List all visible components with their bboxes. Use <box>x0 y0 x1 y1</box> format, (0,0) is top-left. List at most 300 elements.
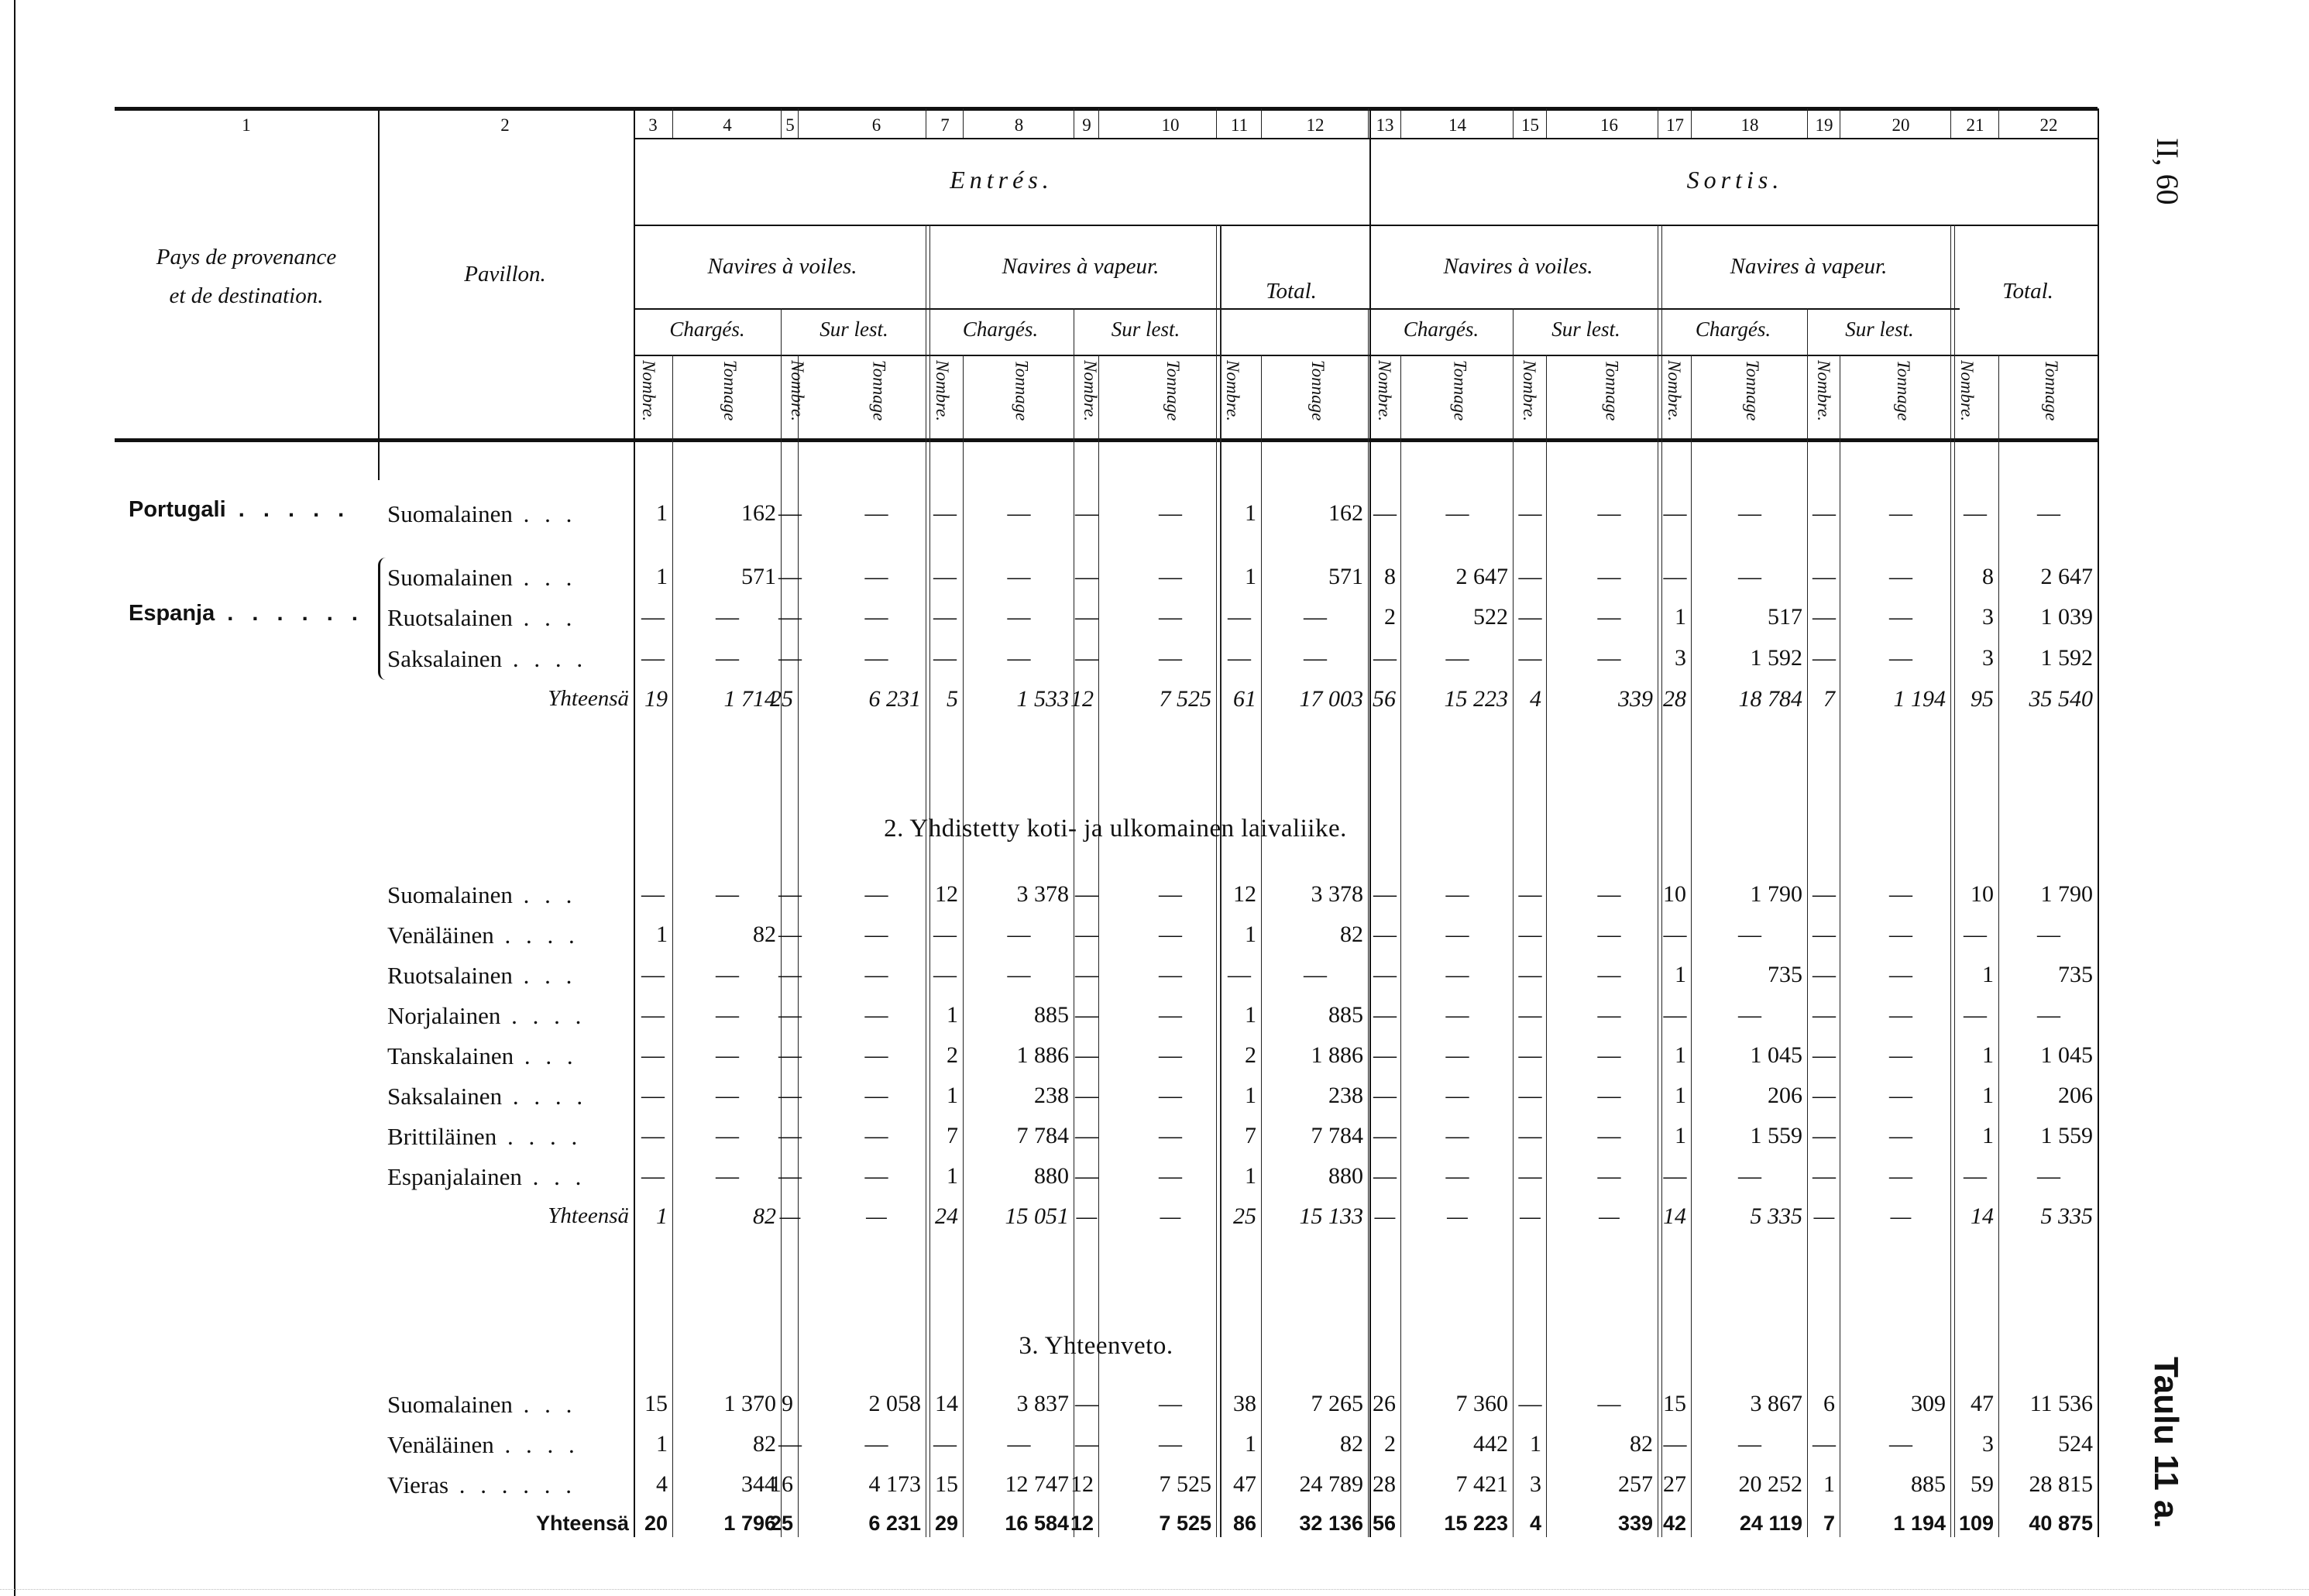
cell-col-7: 29 <box>934 1512 958 1535</box>
entres-vapeur-header: Navires à vapeur. <box>1002 254 1160 279</box>
cell-col-15: — <box>1518 881 1542 907</box>
flag-label: Saksalainen <box>387 645 503 672</box>
cell-col-13: — <box>1373 645 1397 671</box>
cell-col-8: 1 533 <box>1016 686 1069 712</box>
cell-col-11: 47 <box>1233 1471 1256 1497</box>
column-rule-15 <box>1546 108 1547 138</box>
cell-col-15: 1 <box>1530 1431 1541 1457</box>
vertical-label-tonnage-12: Tonnage <box>1308 360 1328 421</box>
flag-label: Espanjalainen <box>387 1163 522 1190</box>
cell-col-11: 1 <box>1245 922 1256 947</box>
column-rule-4 <box>781 108 782 138</box>
cell-col-10: 7 525 <box>1159 686 1211 712</box>
cell-col-11: 1 <box>1245 1002 1256 1028</box>
cell-col-16: 82 <box>1630 1431 1653 1457</box>
cell-col-4: 1 796 <box>723 1512 776 1535</box>
cell-col-6: — <box>864 1042 888 1068</box>
column-number-18: 18 <box>1740 115 1759 135</box>
cell-col-12: — <box>1304 604 1327 630</box>
subhead-sur-lest-5: Sur lest. <box>1551 317 1620 341</box>
cell-col-22: 11 536 <box>2029 1391 2093 1416</box>
column-body-rule-18 <box>1807 308 1808 1537</box>
cell-col-8: — <box>1007 962 1031 987</box>
cell-col-3: 1 <box>656 1203 668 1229</box>
cell-col-5: — <box>778 645 802 671</box>
cell-col-16: — <box>1597 881 1621 907</box>
cell-col-22: 28 815 <box>2029 1471 2093 1497</box>
vertical-label-nombre-15: Nombre. <box>1520 360 1539 422</box>
vertical-label-nombre-21: Nombre. <box>1957 360 1977 422</box>
cell-col-13: — <box>1373 1163 1397 1189</box>
cell-col-22: — <box>2037 1002 2060 1028</box>
column-number-13: 13 <box>1376 115 1394 135</box>
cell-col-14: 2 647 <box>1455 564 1508 589</box>
cell-col-14: — <box>1445 1123 1469 1148</box>
nombre-rule <box>634 355 2098 356</box>
column-number-22: 22 <box>2039 115 2058 135</box>
total-label: Yhteensä <box>548 1203 629 1228</box>
cell-col-21: — <box>1964 922 1987 947</box>
cell-col-12: — <box>1304 962 1327 987</box>
cell-col-7: — <box>933 604 957 630</box>
subhead-sur-lest-7: Sur lest. <box>1845 317 1914 341</box>
cell-col-18: 24 119 <box>1739 1512 1802 1535</box>
column-number-15: 15 <box>1521 115 1539 135</box>
column-body-rule-20 <box>1950 225 1951 1537</box>
flag-cell <box>387 1004 586 1028</box>
cell-col-16: — <box>1599 1203 1620 1229</box>
cell-col-8: — <box>1007 645 1031 671</box>
cell-col-4: 82 <box>753 1203 776 1229</box>
vertical-label-nombre-7: Nombre. <box>933 360 952 422</box>
cell-col-4: 344 <box>741 1471 776 1497</box>
cell-col-12: 82 <box>1340 922 1363 947</box>
cell-col-19: — <box>1812 645 1836 671</box>
cell-col-4: — <box>716 1163 739 1189</box>
vertical-label-tonnage-18: Tonnage <box>1743 360 1762 421</box>
espanja-brace <box>378 558 388 680</box>
cell-col-15: — <box>1518 645 1542 671</box>
cell-col-8: — <box>1007 1431 1031 1457</box>
vertical-label-tonnage-8: Tonnage <box>1012 360 1032 421</box>
cell-col-9: 12 <box>1070 1471 1094 1497</box>
cell-col-8: 3 378 <box>1016 881 1069 907</box>
entres-sortis-divider <box>1369 108 1371 1537</box>
cell-col-6: 6 231 <box>868 686 921 712</box>
flag-label: Saksalainen <box>387 1083 503 1110</box>
cell-col-20: — <box>1889 500 1912 526</box>
cell-col-20: — <box>1889 1123 1912 1148</box>
cell-col-6: — <box>866 1203 887 1229</box>
cell-col-5: 25 <box>769 1512 793 1535</box>
flag-dots: . . . . <box>502 1083 588 1110</box>
cell-col-10: — <box>1159 1163 1182 1189</box>
cell-col-5: — <box>778 564 802 589</box>
cell-col-5: — <box>778 962 802 987</box>
column-number-rule <box>634 138 2098 139</box>
cell-col-19: 1 <box>1823 1471 1835 1497</box>
cell-col-3: — <box>641 881 665 907</box>
cell-col-18: 5 335 <box>1750 1203 1802 1229</box>
cell-col-10: — <box>1159 922 1182 947</box>
cell-col-22: 1 045 <box>2040 1042 2093 1068</box>
vertical-label-tonnage-20: Tonnage <box>1894 360 1913 421</box>
cell-col-21: 3 <box>1982 604 1994 630</box>
cell-col-6: 2 058 <box>868 1391 921 1416</box>
cell-col-20: — <box>1889 962 1912 987</box>
cell-col-16: — <box>1597 645 1621 671</box>
cell-col-11: 2 <box>1245 1042 1256 1068</box>
cell-col-13: 2 <box>1384 604 1396 630</box>
cell-col-3: 4 <box>656 1471 668 1497</box>
flag-dots: . . . <box>521 1163 586 1190</box>
cell-col-14: 522 <box>1473 604 1508 630</box>
cell-col-6: — <box>864 922 888 947</box>
cell-col-9: 12 <box>1070 1512 1094 1535</box>
cell-col-8: 3 837 <box>1016 1391 1069 1416</box>
cell-col-14: — <box>1447 1203 1468 1229</box>
cell-col-9: — <box>1075 564 1098 589</box>
cell-col-14: 7 360 <box>1455 1391 1508 1416</box>
column-body-rule-15 <box>1546 355 1547 1537</box>
column-rule-14 <box>1513 108 1514 138</box>
left-margin-rule <box>14 0 15 1596</box>
cell-col-5: — <box>778 1002 802 1028</box>
cell-col-13: — <box>1373 1083 1397 1108</box>
cell-col-16: — <box>1597 604 1621 630</box>
cell-col-19: 6 <box>1823 1391 1835 1416</box>
cell-col-9: — <box>1075 1042 1098 1068</box>
cell-col-4: 82 <box>753 922 776 947</box>
column-body-rule-21 <box>1998 355 1999 1537</box>
cell-col-9: — <box>1075 881 1098 907</box>
flag-cell <box>387 565 576 589</box>
cell-col-19: — <box>1812 1163 1836 1189</box>
cell-col-12: 162 <box>1328 500 1363 526</box>
flag-dots: . . . <box>512 881 577 908</box>
cell-col-10: — <box>1159 1123 1182 1148</box>
cell-col-15: — <box>1518 564 1542 589</box>
cell-col-13: 56 <box>1372 1512 1396 1535</box>
cell-col-14: — <box>1445 645 1469 671</box>
cell-col-20: — <box>1889 1431 1912 1457</box>
cell-col-21: 14 <box>1971 1203 1994 1229</box>
col1-right-rule <box>378 108 380 440</box>
cell-col-22: 1 592 <box>2040 645 2093 671</box>
table-right-rule <box>2098 108 2099 1537</box>
flag-label: Suomalainen <box>387 1391 513 1418</box>
cell-col-21: 8 <box>1982 564 1994 589</box>
cell-col-11: 12 <box>1233 881 1256 907</box>
cell-col-14: — <box>1445 922 1469 947</box>
cell-col-3: 20 <box>644 1512 668 1535</box>
cell-col-7: — <box>933 922 957 947</box>
col2-label: Pavillon. <box>464 262 546 287</box>
cell-col-20: 1 194 <box>1893 686 1946 712</box>
cell-col-5: — <box>778 1083 802 1108</box>
flag-cell <box>387 923 579 947</box>
cell-col-16: — <box>1597 1391 1621 1416</box>
column-body-rule-11 <box>1261 355 1262 1537</box>
cell-col-17: 10 <box>1663 881 1686 907</box>
cell-col-21: 1 <box>1982 1123 1994 1148</box>
cell-col-12: 238 <box>1328 1083 1363 1108</box>
cell-col-11: 25 <box>1233 1203 1256 1229</box>
cell-col-15: — <box>1520 1203 1541 1229</box>
subhead-charges-2: Chargés. <box>962 317 1039 341</box>
col2-body-rule <box>378 441 380 480</box>
cell-col-16: — <box>1597 1123 1621 1148</box>
cell-col-3: — <box>641 645 665 671</box>
cell-col-19: — <box>1812 1002 1836 1028</box>
column-body-rule-7 <box>963 355 964 1537</box>
column-rule-21 <box>1998 108 1999 138</box>
cell-col-17: 42 <box>1662 1512 1686 1535</box>
cell-col-3: — <box>641 1002 665 1028</box>
cell-col-20: 309 <box>1911 1391 1946 1416</box>
sortis-vapeur-header: Navires à vapeur. <box>1730 254 1888 279</box>
cell-col-6: 4 173 <box>868 1471 921 1497</box>
cell-col-22: — <box>2037 500 2060 526</box>
flag-dots: . . . . <box>502 645 588 672</box>
cell-col-14: — <box>1445 1042 1469 1068</box>
cell-col-7: 14 <box>935 1391 958 1416</box>
cell-col-7: 1 <box>947 1083 958 1108</box>
cell-col-19: 7 <box>1823 686 1835 712</box>
cell-col-8: 7 784 <box>1016 1123 1069 1148</box>
cell-col-4: 162 <box>741 500 776 526</box>
col1-label-line2: et de destination. <box>169 283 324 308</box>
cell-col-7: 5 <box>947 686 958 712</box>
cell-col-19: — <box>1812 962 1836 987</box>
cell-col-10: — <box>1159 1391 1182 1416</box>
cell-col-12: 17 003 <box>1299 686 1363 712</box>
cell-col-10: — <box>1159 604 1182 630</box>
cell-col-22: 35 540 <box>2029 686 2093 712</box>
country-portugali-label: Portugali <box>129 497 226 522</box>
cell-col-21: 109 <box>1958 1512 1994 1535</box>
cell-col-15: 4 <box>1530 686 1541 712</box>
cell-col-7: 12 <box>935 881 958 907</box>
flag-dots: . . . . <box>497 1123 582 1150</box>
vertical-label-tonnage-4: Tonnage <box>720 360 740 421</box>
column-number-1: 1 <box>242 115 251 135</box>
cell-col-6: — <box>864 962 888 987</box>
cell-col-11: 1 <box>1245 564 1256 589</box>
cell-col-15: — <box>1518 1123 1542 1148</box>
cell-col-6: — <box>864 500 888 526</box>
cell-col-10: — <box>1160 1203 1181 1229</box>
cell-col-4: — <box>716 962 739 987</box>
column-number-3: 3 <box>648 115 658 135</box>
column-rule-3 <box>672 108 673 138</box>
subhead-charges-6: Chargés. <box>1695 317 1771 341</box>
cell-col-6: — <box>864 1431 888 1457</box>
cell-col-5: — <box>778 1431 802 1457</box>
cell-col-18: — <box>1738 1002 1761 1028</box>
column-body-rule-12 <box>1368 308 1369 1537</box>
column-body-rule-3 <box>672 355 673 1537</box>
table-reference: Taulu 11 a. <box>2147 1357 2185 1529</box>
cell-col-8: 880 <box>1034 1163 1069 1189</box>
column-number-2: 2 <box>500 115 510 135</box>
cell-col-22: 1 559 <box>2040 1123 2093 1148</box>
cell-col-14: 15 223 <box>1444 686 1508 712</box>
entres-total-header: Total. <box>1266 279 1317 304</box>
flag-label: Tanskalainen <box>387 1042 514 1069</box>
cell-col-20: — <box>1889 1002 1912 1028</box>
vertical-label-tonnage-10: Tonnage <box>1163 360 1183 421</box>
cell-col-21: 95 <box>1971 686 1994 712</box>
cell-col-7: 1 <box>947 1163 958 1189</box>
vertical-label-nombre-19: Nombre. <box>1814 360 1833 422</box>
column-rule-9 <box>1098 108 1099 138</box>
cell-col-21: — <box>1964 1163 1987 1189</box>
cell-col-15: — <box>1518 1083 1542 1108</box>
cell-col-5: — <box>778 922 802 947</box>
cell-col-17: — <box>1663 500 1687 526</box>
cell-col-21: — <box>1964 500 1987 526</box>
cell-col-22: — <box>2037 922 2060 947</box>
column-number-20: 20 <box>1892 115 1910 135</box>
cell-col-16: — <box>1597 564 1621 589</box>
cell-col-10: 7 525 <box>1159 1512 1211 1535</box>
cell-col-11: 7 <box>1245 1123 1256 1148</box>
cell-col-17: — <box>1663 1431 1687 1457</box>
cell-col-13: — <box>1373 922 1397 947</box>
cell-col-9: — <box>1075 1083 1098 1108</box>
cell-col-4: — <box>716 604 739 630</box>
cell-col-12: 571 <box>1328 564 1363 589</box>
vertical-label-tonnage-6: Tonnage <box>869 360 889 421</box>
cell-col-9: — <box>1075 1123 1098 1148</box>
cell-col-13: — <box>1373 1123 1397 1148</box>
column-rule-20 <box>1950 108 1951 138</box>
cell-col-21: 3 <box>1982 1431 1994 1457</box>
cell-col-4: 571 <box>741 564 776 589</box>
flag-label: Brittiläinen <box>387 1123 497 1150</box>
cell-col-4: 1 714 <box>723 686 776 712</box>
cell-col-8: — <box>1007 564 1031 589</box>
subhead-charges-4: Chargés. <box>1403 317 1479 341</box>
header-bottom-rule <box>115 438 2098 442</box>
cell-col-17: 27 <box>1663 1471 1686 1497</box>
cell-col-13: — <box>1373 1042 1397 1068</box>
cell-col-14: — <box>1445 1002 1469 1028</box>
cell-col-21: 3 <box>1982 645 1994 671</box>
flag-cell <box>387 1392 576 1416</box>
cell-col-12: 82 <box>1340 1431 1363 1457</box>
cell-col-3: — <box>641 1163 665 1189</box>
cell-col-8: 885 <box>1034 1002 1069 1028</box>
cell-col-14: 7 421 <box>1455 1471 1508 1497</box>
charges-rule-sortis <box>1371 308 1960 310</box>
cell-col-21: 10 <box>1971 881 1994 907</box>
cell-col-22: 1 790 <box>2040 881 2093 907</box>
cell-col-14: — <box>1445 881 1469 907</box>
cell-col-15: — <box>1518 1163 1542 1189</box>
flag-cell <box>387 1165 586 1189</box>
vertical-label-nombre-13: Nombre. <box>1375 360 1394 422</box>
cell-col-18: 1 790 <box>1750 881 1802 907</box>
cell-col-18: 18 784 <box>1738 686 1802 712</box>
column-number-12: 12 <box>1306 115 1325 135</box>
cell-col-3: — <box>641 1042 665 1068</box>
cell-col-16: 257 <box>1618 1471 1653 1497</box>
cell-col-7: — <box>933 645 957 671</box>
cell-col-12: 885 <box>1328 1002 1363 1028</box>
vertical-label-tonnage-14: Tonnage <box>1450 360 1470 421</box>
cell-col-11: — <box>1228 645 1251 671</box>
flag-dots: . . . <box>512 564 577 591</box>
cell-col-5: — <box>778 1163 802 1189</box>
vertical-label-nombre-17: Nombre. <box>1665 360 1684 422</box>
flag-dots: . . . . <box>493 922 579 949</box>
total-label: Yhteensä <box>548 686 629 711</box>
cell-col-3: 1 <box>656 922 668 947</box>
cell-col-15: — <box>1518 922 1542 947</box>
cell-col-11: 1 <box>1245 500 1256 526</box>
flag-cell <box>387 606 576 630</box>
flag-dots: . . . <box>514 1042 578 1069</box>
cell-col-15: 3 <box>1530 1471 1541 1497</box>
cell-col-21: — <box>1964 1002 1987 1028</box>
cell-col-16: — <box>1597 1083 1621 1108</box>
cell-col-14: 15 223 <box>1444 1512 1508 1535</box>
cell-col-6: — <box>864 1083 888 1108</box>
cell-col-16: — <box>1597 962 1621 987</box>
cell-col-16: — <box>1597 1163 1621 1189</box>
cell-col-14: — <box>1445 500 1469 526</box>
cell-col-9: — <box>1075 962 1098 987</box>
column-number-5: 5 <box>785 115 795 135</box>
cell-col-17: 28 <box>1663 686 1686 712</box>
cell-col-15: — <box>1518 604 1542 630</box>
cell-col-6: — <box>864 1002 888 1028</box>
entres-voiles-header: Navires à voiles. <box>707 254 857 279</box>
cell-col-14: — <box>1445 1163 1469 1189</box>
cell-col-20: — <box>1889 1083 1912 1108</box>
sortis-total-header: Total. <box>2002 279 2053 304</box>
cell-col-20: — <box>1889 564 1912 589</box>
column-rule-7 <box>963 108 964 138</box>
cell-col-11: — <box>1228 604 1251 630</box>
cell-col-16: — <box>1597 1002 1621 1028</box>
cell-col-13: 28 <box>1373 1471 1396 1497</box>
column-number-10: 10 <box>1161 115 1180 135</box>
cell-col-7: — <box>933 962 957 987</box>
cell-col-10: — <box>1159 1042 1182 1068</box>
column-double-rule-16 <box>1661 225 1662 1537</box>
cell-col-22: 2 647 <box>2040 564 2093 589</box>
cell-col-17: 1 <box>1675 962 1686 987</box>
cell-col-7: 24 <box>935 1203 958 1229</box>
cell-col-5: 25 <box>770 686 793 712</box>
cell-col-9: — <box>1075 604 1098 630</box>
total-label: Yhteensä <box>535 1512 629 1535</box>
cell-col-17: 3 <box>1675 645 1686 671</box>
flag-label: Norjalainen <box>387 1002 501 1029</box>
cell-col-17: 14 <box>1663 1203 1686 1229</box>
cell-col-13: 26 <box>1373 1391 1396 1416</box>
cell-col-17: 1 <box>1675 1083 1686 1108</box>
subhead-charges-0: Chargés. <box>669 317 745 341</box>
flag-cell <box>387 647 587 671</box>
cell-col-11: — <box>1228 962 1251 987</box>
cell-col-18: — <box>1738 1163 1761 1189</box>
cell-col-4: — <box>716 1083 739 1108</box>
cell-col-15: 4 <box>1529 1512 1541 1535</box>
